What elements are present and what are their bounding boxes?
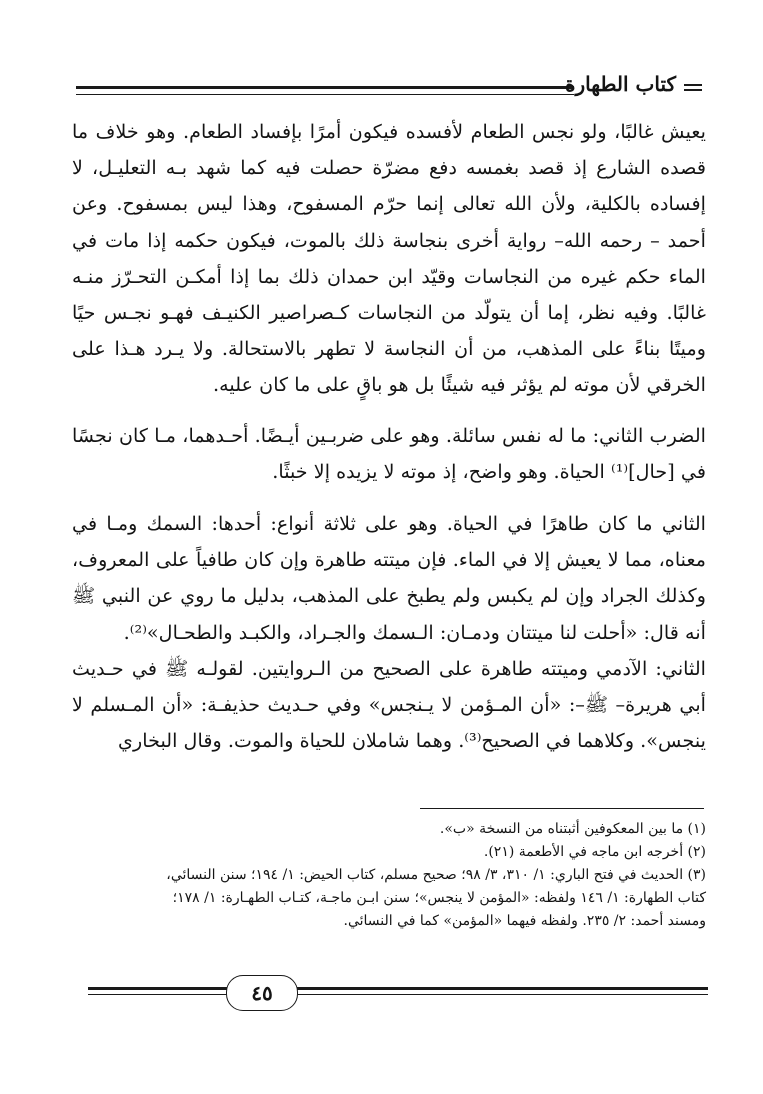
main-text	[72, 108, 706, 759]
header-rule	[76, 86, 574, 95]
footer-rule	[88, 994, 708, 995]
paragraph: الضرب الثاني: ما له نفس سائلة. وهو على ضربـين أيـضًا. أحـدهما، مـا كان نجسًا في [حال]⁽¹⁾ الحياة. وهو واضح، إذ موته لا يزيده إلا خبثًا.	[72, 423, 706, 483]
footnote: (٢) أخرجه ابن ماجه في الأطعمة (٢١).	[483, 844, 706, 860]
paragraph: يعيش غالبًا، ولو نجس الطعام لأفسده فيكون أمرًا بإفساد الطعام. وهو خلاف ما قصده الشارع إذ قصد بغمسه دفع مضرّة حصلت فيه كما شهد بـه التعليـل، لا إفساده بالكلية، ولأن الله تعالى إنما حرّم المسفوح، وهذا ليس بمسفوح. وعن أحمد – رحمه الله– رواية أخرى بنجاسة ذلك بالموت، فيكون حكمه إذا مات في الماء حكم غيره من النجاسات وقيّد ابن حمدان ذلك بما إذا أمكـن التحـرّز منـه غالبًا. وفيه نظر، إما أن يتولّد من النجاسات كـصراصير الكنيـف فهـو نجـس حيًا وميتًا بناءً على المذهب، من أن النجاسة لا تطهر بالاستحالة. ولا يـرد هـذا على الخرقي لأن موته لم يؤثر فيه شيئًا بل هو باقٍ على ما كان عليه.	[72, 120, 706, 397]
footnote-continuation: ومسند أحمد: ٢/ ٢٣٥. ولفظه فيهما «المؤمن» كما في النسائي.	[343, 913, 706, 929]
footnote: (٣) الحديث في فتح الباري: ١/ ٣١٠، ٣/ ٩٨؛ صحيح مسلم، كتاب الحيض: ١/ ١٩٤؛ سنن النسائي،	[166, 867, 706, 883]
footnotes	[72, 818, 706, 933]
footnote-continuation: كتاب الطهارة: ١/ ١٤٦ ولفظه: «المؤمن لا ينجس»؛ سنن ابـن ماجـة، كتـاب الطهـارة: ١/ ١٧٨؛	[172, 890, 706, 906]
page-footer	[88, 972, 708, 1022]
paragraph: الثاني: الآدمي وميتته طاهرة على الصحيح من الـروايتين. لقولـه ﷺ في حـديث أبي هريرة– ﷺ–: «أن المـؤمن لا يـنجس» وفي حـديث حذيفـة: «أن المـسلم لا ينجس». وكلاهما في الصحيح⁽³⁾. وهما شاملان للحياة والموت. وقال البخاري	[72, 656, 706, 753]
footer-rule	[88, 987, 708, 990]
header-mark	[684, 84, 702, 91]
chapter-title: كتاب الطهارة	[565, 72, 676, 96]
footnote: (١) ما بين المعكوفين أثبتناه من النسخة «ب».	[439, 821, 706, 837]
footnote-separator	[420, 808, 704, 809]
page-number: ٤٥	[226, 975, 298, 1011]
running-header	[76, 72, 702, 102]
paragraph: الثاني ما كان طاهرًا في الحياة. وهو على ثلاثة أنواع: أحدها: السمك ومـا في معناه، مما لا يعيش إلا في الماء. فإن ميتته طاهرة وإن كان طافياً على المعروف، وكذلك الجراد وإن لم يكبس ولم يطبخ على المذهب، بدليل ما روي عن النبي ﷺ أنه قال: «أحلت لنا ميتتان ودمـان: الـسمك والجـراد، والكبـد والطحـال»⁽²⁾.	[72, 512, 706, 644]
